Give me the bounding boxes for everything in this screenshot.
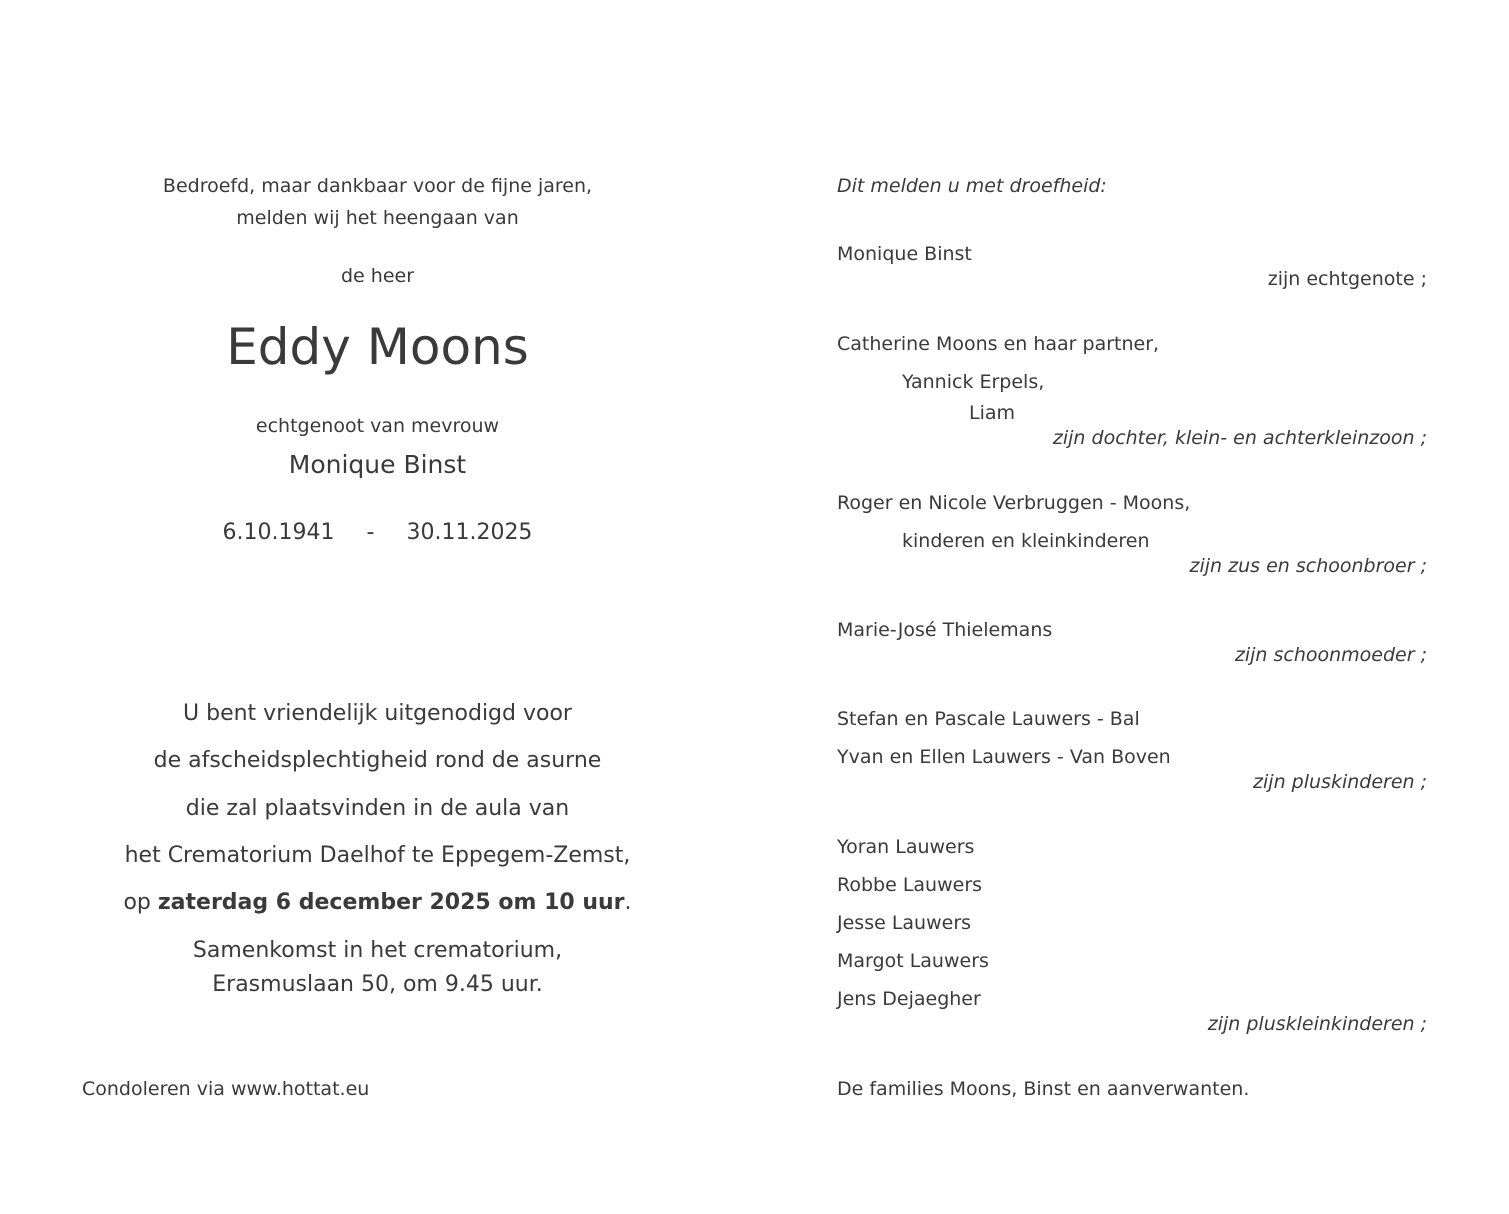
condolence-link-text: Condoleren via www.hottat.eu: [82, 1078, 370, 1100]
list-item: Jens Dejaegher: [837, 988, 981, 1010]
invite-line-3: die zal plaatsvinden in de aula van: [185, 796, 570, 821]
invite-line-5: [50, 890, 705, 915]
right-heading: Dit melden u met droefheid:: [837, 175, 1107, 197]
sister-relation: zijn zus en schoonbroer ;: [1189, 555, 1427, 577]
salutation: de heer: [340, 265, 415, 287]
list-item: Robbe Lauwers: [837, 874, 983, 896]
invite-line-5-suffix: .: [624, 890, 632, 915]
deceased-name: Eddy Moons: [226, 318, 529, 376]
stepchildren-line-1: Stefan en Pascale Lauwers - Bal: [837, 708, 1140, 730]
spouse-relation: zijn echtgenote ;: [1267, 268, 1427, 290]
invite-line-2: de afscheidsplechtigheid rond de asurne: [153, 748, 602, 773]
step-grandchildren-relation: zijn pluskleinkinderen ;: [1207, 1013, 1427, 1035]
invite-line-5-prefix: op: [123, 890, 158, 915]
spouse-name: Monique Binst: [288, 450, 467, 479]
stepchildren-relation: zijn pluskinderen ;: [1253, 771, 1427, 793]
invite-line-4: het Crematorium Daelhof te Eppegem-Zemst,: [124, 843, 631, 868]
closing-line: De families Moons, Binst en aanverwanten.: [837, 1078, 1250, 1100]
death-date: 30.11.2025: [406, 520, 533, 545]
intro-line-1: Bedroefd, maar dankbaar voor de fijne jaren,: [162, 175, 593, 197]
life-dates: [50, 520, 705, 545]
sister-line-1: Roger en Nicole Verbruggen - Moons,: [837, 492, 1191, 514]
daughter-line-3: Liam: [969, 402, 1016, 424]
sister-line-2: kinderen en kleinkinderen: [902, 530, 1150, 552]
daughter-line-2: Yannick Erpels,: [902, 371, 1045, 393]
stepchildren-line-2: Yvan en Ellen Lauwers - Van Boven: [837, 746, 1171, 768]
birth-date: 6.10.1941: [222, 520, 335, 545]
daughter-line-1: Catherine Moons en haar partner,: [837, 333, 1160, 355]
list-item: Margot Lauwers: [837, 950, 989, 972]
invite-line-1: U bent vriendelijk uitgenodigd voor: [183, 701, 572, 726]
invite-line-7: Erasmuslaan 50, om 9.45 uur.: [212, 972, 543, 997]
invite-line-6: Samenkomst in het crematorium,: [192, 938, 563, 963]
mother-in-law-name: Marie-José Thielemans: [837, 619, 1053, 641]
daughter-relation: zijn dochter, klein- en achterkleinzoon ;: [1052, 427, 1427, 449]
spouse-entry-name: Monique Binst: [837, 243, 972, 265]
list-item: Jesse Lauwers: [837, 912, 972, 934]
date-separator: -: [366, 520, 375, 545]
ceremony-date-time: zaterdag 6 december 2025 om 10 uur: [157, 890, 625, 915]
mother-in-law-relation: zijn schoonmoeder ;: [1234, 644, 1427, 666]
spouse-intro: echtgenoot van mevrouw: [255, 415, 500, 437]
list-item: Yoran Lauwers: [837, 836, 975, 858]
intro-line-2: melden wij het heengaan van: [236, 207, 519, 229]
